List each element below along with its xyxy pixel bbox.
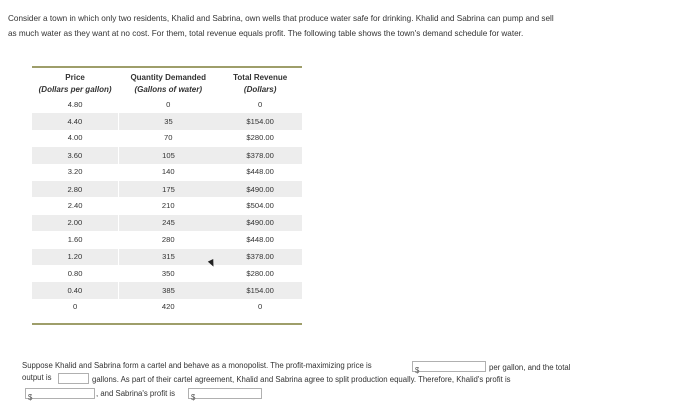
intro-line-1: Consider a town in which only two residents, Khalid and Sabrina, own wells that produce water safe for drinking. Khalid and Sabrina can pump and sell [8, 14, 554, 23]
cell-price: 1.60 [67, 234, 83, 244]
question-text-5: , and Sabrina's profit is [96, 389, 176, 398]
cell-quantity: 315 [118, 248, 218, 265]
sabrina-profit-input[interactable] [188, 388, 262, 402]
cell-quantity: 420 [161, 302, 175, 312]
cell-quantity: 385 [118, 282, 218, 299]
cell-quantity: 245 [118, 214, 218, 231]
cell-price: 0.40 [32, 282, 118, 299]
table-bottom-rule [32, 323, 302, 325]
cell-quantity: 70 [164, 133, 173, 143]
table-top-rule [32, 66, 302, 68]
cell-price: 0.80 [67, 268, 83, 278]
table-row [32, 197, 302, 214]
cell-price: 4.00 [67, 133, 83, 143]
cell-quantity: 35 [118, 113, 218, 130]
header-revenue-unit: (Dollars) [243, 85, 277, 94]
table-row [32, 265, 302, 282]
question-text-1: Suppose Khalid and Sabrina form a cartel and behave as a monopolist. The profit-maximizing price is [22, 361, 372, 370]
currency-symbol: $ [191, 393, 196, 402]
cell-price: 3.60 [32, 147, 118, 164]
cell-revenue: $378.00 [218, 147, 302, 164]
cell-revenue: $280.00 [246, 133, 274, 143]
cell-revenue: 0 [258, 99, 263, 109]
cell-price: 4.80 [67, 99, 83, 109]
intro-text [8, 11, 692, 41]
cell-quantity: 350 [161, 268, 175, 278]
header-quantity: Quantity Demanded [130, 73, 207, 82]
intro-line-2: as much water as they want at no cost. For them, total revenue equals profit. The following table shows the town's demand schedule for water. [8, 29, 524, 38]
cell-revenue: $154.00 [218, 282, 302, 299]
question-text-2: per gallon, and the total [489, 363, 571, 372]
cell-quantity: 175 [118, 180, 218, 197]
cell-price: 2.00 [32, 214, 118, 231]
cell-quantity: 105 [118, 147, 218, 164]
currency-symbol: $ [415, 366, 420, 375]
cell-revenue: 0 [258, 302, 263, 312]
header-revenue: Total Revenue [233, 73, 288, 82]
table-row [32, 113, 302, 130]
cell-price: 2.80 [32, 180, 118, 197]
question-text-4: gallons. As part of their cartel agreement, Khalid and Sabrina agree to split production equally. Therefore, Khalid's profit is [92, 375, 511, 384]
demand-schedule-table [32, 66, 302, 325]
cell-price: 1.20 [32, 248, 118, 265]
khalid-profit-input[interactable] [25, 388, 95, 402]
header-quantity-unit: (Gallons of water) [134, 85, 202, 94]
table-row [32, 231, 302, 248]
table-row [32, 164, 302, 181]
table-row [32, 147, 302, 164]
table-row [32, 96, 302, 113]
cell-quantity: 140 [161, 167, 175, 177]
cell-quantity: 0 [166, 99, 171, 109]
cell-price: 2.40 [67, 201, 83, 211]
table-row [32, 248, 302, 265]
cell-revenue: $378.00 [218, 248, 302, 265]
cell-revenue: $448.00 [246, 234, 274, 244]
table-row [32, 214, 302, 231]
cell-revenue: $448.00 [246, 167, 274, 177]
header-price-unit: (Dollars per gallon) [38, 85, 112, 94]
cell-price: 0 [72, 302, 78, 312]
question-text-3: output is [22, 373, 52, 382]
cell-quantity: 210 [161, 201, 175, 211]
table-row [32, 299, 302, 315]
price-answer-input[interactable] [412, 361, 486, 375]
cell-price: 4.40 [32, 113, 118, 130]
table-row [32, 130, 302, 147]
header-price: Price [65, 73, 85, 82]
table-row [32, 282, 302, 299]
cell-revenue: $490.00 [218, 214, 302, 231]
cell-revenue: $490.00 [218, 180, 302, 197]
cell-price: 3.20 [67, 167, 83, 177]
cell-revenue: $504.00 [246, 201, 274, 211]
cell-revenue: $280.00 [246, 268, 274, 278]
table-row [32, 180, 302, 197]
output-answer-input[interactable] [58, 373, 89, 384]
cell-revenue: $154.00 [218, 113, 302, 130]
cell-quantity: 280 [161, 234, 175, 244]
currency-symbol: $ [28, 393, 33, 402]
